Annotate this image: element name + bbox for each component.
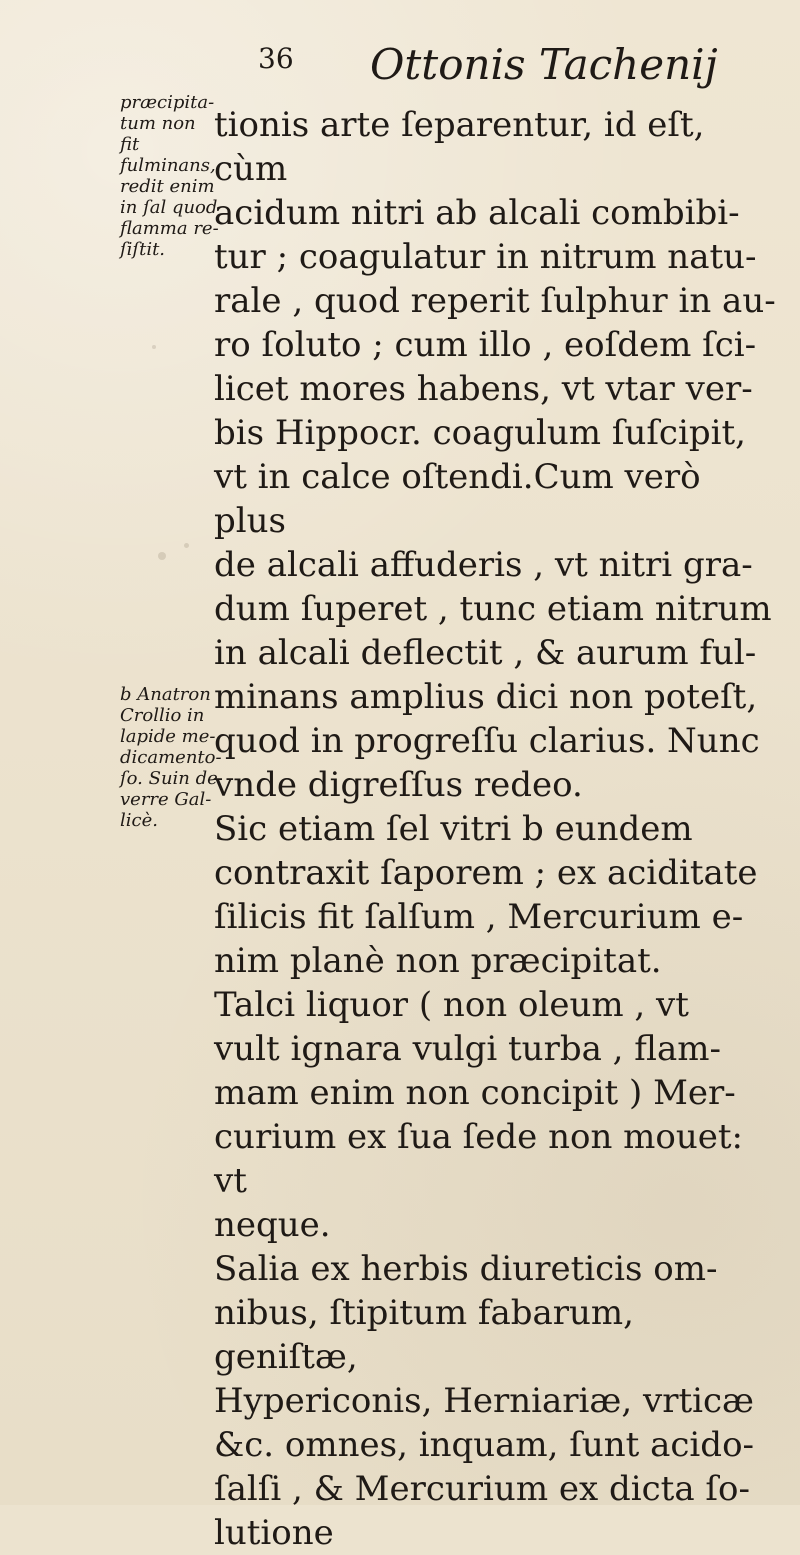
paper-speck — [158, 552, 166, 560]
margin-note-second: b Anatron Crollio in lapide me- dicamento- ſo. Suin de verre Gal- licè. — [120, 684, 222, 831]
paper-speck — [184, 543, 189, 548]
body-text: tionis arte ſeparentur, id eſt, cùm acidum nitri ab alcali combibi- tur ; coagulatur in nitrum natu- rale , quod reperit ſulphur in au- ro ſoluto ; cum illo , eoſdem ſci- licet mores habens, vt vtar ver- bis Hippocr. coagulum ſuſcipit, vt in calce oſtendi.Cum verò plus de alcali affuderis , vt nitri gra- dum ſuperet , tunc etiam nitrum in alcali deflectit , & aurum ful- minans amplius dici non poteſt, quod in progreſſu clarius. Nunc vnde digreſſus redeo. Sic etiam ſel vitri b eundem contraxit ſaporem ; ex aciditate ſilicis fit ſalſum , Mercurium e- nim planè non præcipitat. Talci liquor ( non oleum , vt vult ignara vulgi turba , flam- mam enim non concipit ) Mer- curium ex ſua ſede non mouet: vt neque. Salia ex herbis diureticis om- nibus, ſtipitum fabarum, geniſtæ, Hypericonis, Herniariæ, vrticæ &c. omnes, inquam, ſunt acido- ſalſi , & Mercurium ex dicta ſo- lutione — [214, 105, 776, 1553]
paper-speck — [152, 345, 156, 349]
running-title: Ottonis Tachenij — [370, 40, 718, 89]
page-number: 36 — [258, 42, 294, 75]
margin-note-first: præcipita- tum non fit fulminans, redit enim in ſal quod flamma re- ſiſtit. — [120, 92, 219, 260]
